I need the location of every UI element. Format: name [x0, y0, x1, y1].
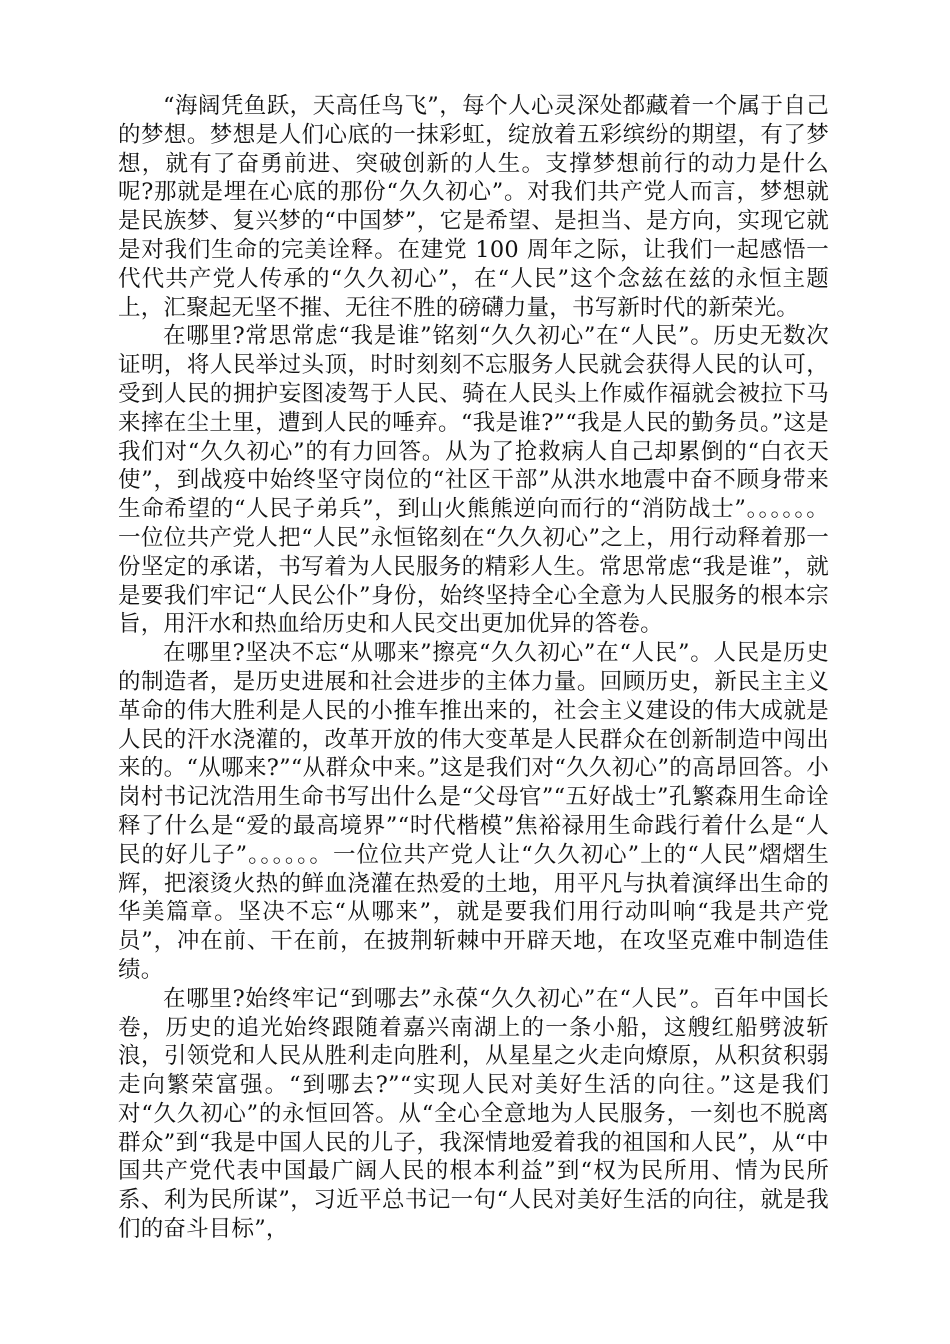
paragraph-intro-dream: “海阔凭鱼跃，天高任鸟飞”，每个人心灵深处都藏着一个属于自己的梦想。梦想是人们心底的一抹彩虹，绽放着五彩缤纷的期望，有了梦想，就有了奋勇前进、突破创新的人生。支撑梦想前行的动力是什么呢?那就是埋在心底的那份“久久初心”。对我们共产党人而言，梦想就是民族梦、复兴梦的“中国梦”，它是希望、是担当、是方向，实现它就是对我们生命的完美诠释。在建党 100 周年之际，让我们一起感悟一代代共产党人传承的“久久初心”，在“人民”这个念兹在兹的永恒主题上，汇聚起无坚不摧、无往不胜的磅礴力量，书写新时代的新荣光。 — [118, 93, 829, 321]
document-body — [118, 92, 829, 1244]
paragraph-where-to: 在哪里?始终牢记“到哪去”永葆“久久初心”在“人民”。百年中国长卷，历史的追光始终跟随着嘉兴南湖上的一条小船，这艘红船劈波斩浪，引领党和人民从胜利走向胜利，从星星之火走向燎原，从积贫积弱走向繁荣富强。“到哪去?”“实现人民对美好生活的向往。”这是我们对“久久初心”的永恒回答。从“全心全意地为人民服务，一刻也不脱离群众”到“我是中国人民的儿子，我深情地爱着我的祖国和人民”，从“中国共产党代表中国最广阔人民的根本利益”到“权为民所用、情为民所系、利为民所谋”，习近平总书记一句“人民对美好生活的向往，就是我们的奋斗目标”， — [118, 985, 829, 1243]
paragraph-who-am-i: 在哪里?常思常虑“我是谁”铭刻“久久初心”在“人民”。历史无数次证明，将人民举过头顶，时时刻刻不忘服务人民就会获得人民的认可，受到人民的拥护妄图凌驾于人民、骑在人民头上作威作福就会被拉下马来摔在尘土里，遭到人民的唾弃。“我是谁?”“我是人民的勤务员。”这是我们对“久久初心”的有力回答。从为了抢救病人自己却累倒的“白衣天使”，到战疫中始终坚守岗位的“社区干部”从洪水地震中奋不顾身带来生命希望的“人民子弟兵”，到山火熊熊逆向而行的“消防战士”。。。。。。一位位共产党人把“人民”永恒铭刻在“久久初心”之上，用行动释着那一份坚定的承诺，书写着为人民服务的精彩人生。常思常虑“我是谁”，就是要我们牢记“人民公仆”身份，始终坚持全心全意为人民服务的根本宗旨，用汗水和热血给历史和人民交出更加优异的答卷。 — [118, 323, 829, 638]
paragraph-where-from: 在哪里?坚决不忘“从哪来”擦亮“久久初心”在“人民”。人民是历史的制造者，是历史进展和社会进步的主体力量。回顾历史，新民主主义革命的伟大胜利是人民的小推车推出来的，社会主义建设的伟大成就是人民的汗水浇灌的，改革开放的伟大变革是人民群众在创新制造中闯出来的。“从哪来?”“从群众中来。”这是我们对“久久初心”的高昂回答。小岗村书记沈浩用生命书写出什么是“父母官”“五好战士”孔繁森用生命诠释了什么是“爱的最高境界”“时代楷模”焦裕禄用生命践行着什么是“人民的好儿子”。。。。。。一位位共产党人让“久久初心”上的“人民”熠熠生辉，把滚烫火热的鲜血浇灌在热爱的土地，用平凡与执着演绎出生命的华美篇章。坚决不忘“从哪来”，就是要我们用行动叫响“我是共产党员”，冲在前、干在前，在披荆斩棘中开辟天地，在攻坚克难中制造佳绩。 — [118, 640, 829, 983]
